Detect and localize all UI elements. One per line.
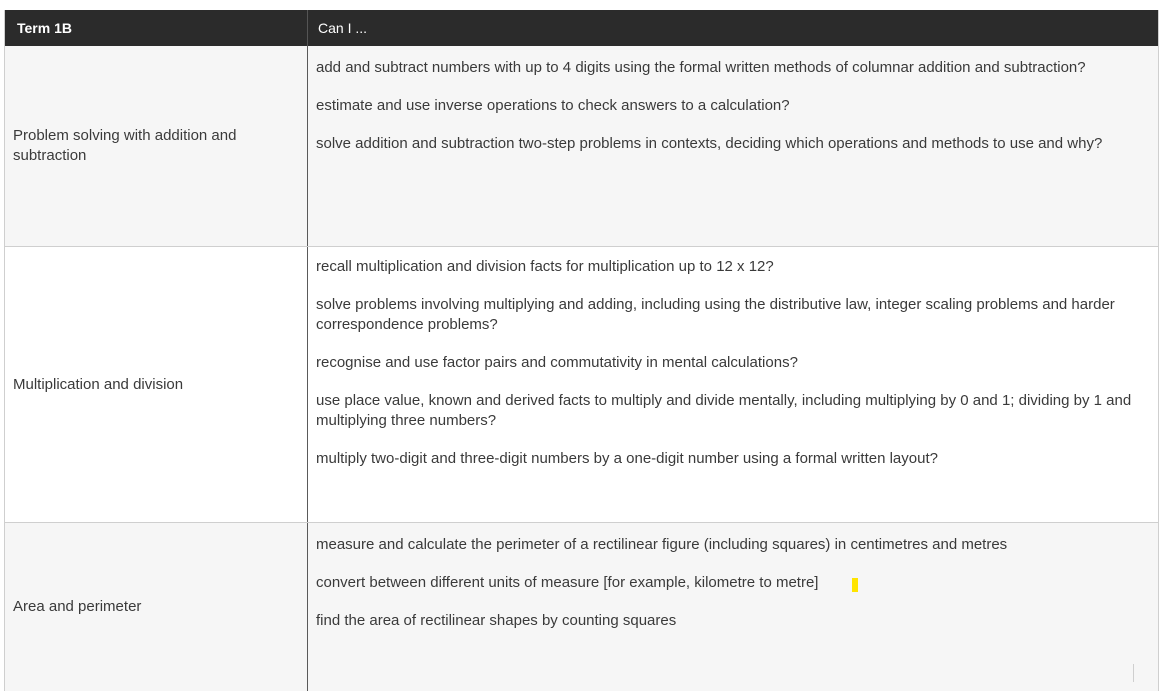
objective-text: find the area of rectilinear shapes by counting squares — [316, 612, 677, 629]
topic-cell: Multiplication and division — [5, 247, 308, 522]
objectives-cell — [308, 247, 1158, 522]
objective-text: use place value, known and derived facts to multiply and divide mentally, including multiplying by 0 and 1; dividing by 1 and multiplying three numbers? — [316, 392, 1132, 429]
objective-text: solve problems involving multiplying and adding, including using the distributive law, integer scaling problems and harder correspondence problems? — [316, 296, 1115, 333]
table-row — [5, 247, 1158, 523]
objective-text: measure and calculate the perimeter of a rectilinear figure (including squares) in centimetres and metres — [316, 536, 1008, 553]
table-header — [5, 10, 1158, 46]
header-can-i: Can I ... — [318, 20, 368, 36]
topic-cell: Area and perimeter — [5, 523, 308, 691]
objectives-cell — [308, 46, 1158, 246]
objective-text: add and subtract numbers with up to 4 digits using the formal written methods of columnar addition and subtraction? — [316, 59, 1086, 76]
objective-text: recall multiplication and division facts for multiplication up to 12 x 12? — [316, 258, 774, 275]
text-cursor-marker — [852, 578, 858, 592]
column-divider-stub — [1133, 664, 1134, 682]
objectives-cell — [308, 523, 1158, 691]
table-row — [5, 46, 1158, 247]
objective-text: solve addition and subtraction two-step problems in contexts, deciding which operations and methods to use and why? — [316, 135, 1103, 152]
topic-cell: Problem solving with addition and subtraction — [5, 46, 308, 246]
table-row — [5, 523, 1158, 691]
header-term: Term 1B — [5, 10, 308, 46]
objective-text: convert between different units of measure [for example, kilometre to metre] — [316, 574, 819, 591]
curriculum-table — [4, 10, 1159, 691]
objective-text: estimate and use inverse operations to check answers to a calculation? — [316, 97, 790, 114]
objective-text: recognise and use factor pairs and commutativity in mental calculations? — [316, 354, 798, 371]
objective-text: multiply two-digit and three-digit numbers by a one-digit number using a formal written layout? — [316, 450, 938, 467]
